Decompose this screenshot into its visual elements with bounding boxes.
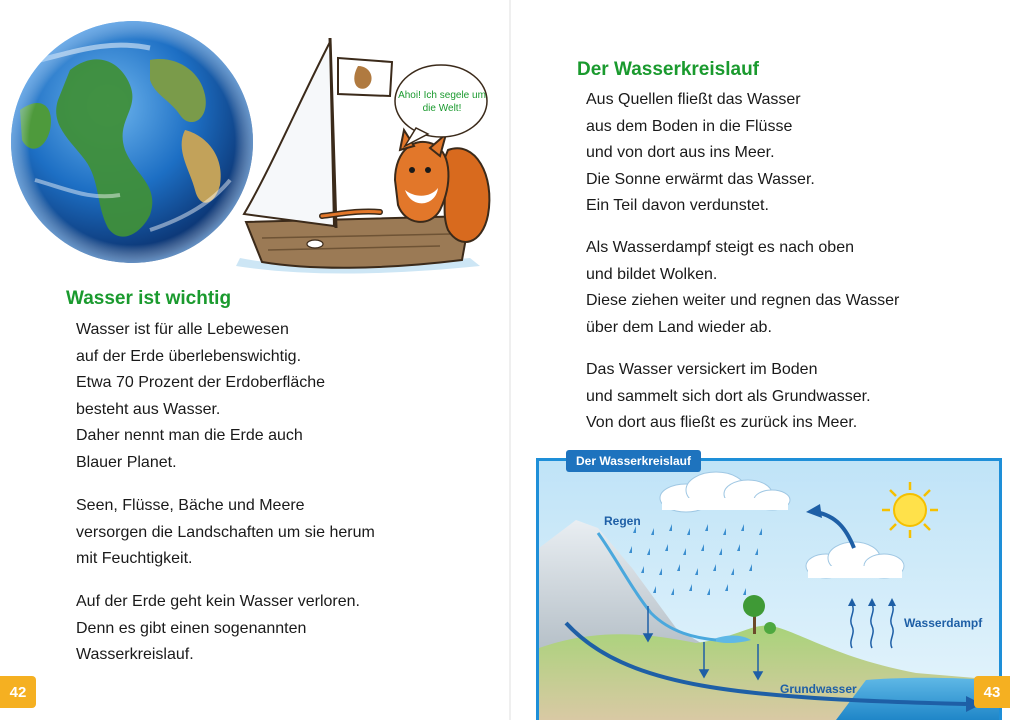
text-line: Als Wasserdampf steigt es nach oben bbox=[586, 239, 854, 256]
label-vapor: Wasserdampf bbox=[904, 616, 983, 630]
text-line: Seen, Flüsse, Bäche und Meere bbox=[76, 497, 305, 514]
text-line: besteht aus Wasser. bbox=[76, 400, 221, 418]
text-line: und von dort aus ins Meer. bbox=[586, 144, 775, 161]
globe-boat-illustration bbox=[0, 0, 510, 280]
section-title-right: Der Wasserkreislauf bbox=[577, 59, 760, 80]
text-line: versorgen die Landschaften um sie herum bbox=[76, 523, 375, 541]
water-cycle-diagram bbox=[536, 458, 1002, 720]
text-line: mit Feuchtigkeit. bbox=[76, 550, 193, 567]
text-line: Das Wasser versickert im Boden bbox=[586, 361, 818, 378]
text-line: Diese ziehen weiter und regnen das Wasser bbox=[586, 292, 900, 309]
text-line: Von dort aus fließt es zurück ins Meer. bbox=[586, 414, 858, 431]
paragraph-left-3 bbox=[76, 589, 360, 669]
text-line: und sammelt sich dort als Grundwasser. bbox=[586, 387, 871, 405]
label-rain: Regen bbox=[604, 514, 641, 528]
label-groundwater: Grundwasser bbox=[780, 682, 857, 696]
paragraph-left-2 bbox=[76, 493, 375, 573]
text-line: Daher nennt man die Erde auch bbox=[76, 427, 303, 444]
page-number-right: 43 bbox=[974, 676, 1010, 708]
paragraph-right-3 bbox=[586, 357, 871, 437]
section-title-left: Wasser ist wichtig bbox=[66, 288, 232, 309]
text-line: und bildet Wolken. bbox=[586, 265, 718, 283]
text-line: Auf der Erde geht kein Wasser verloren. bbox=[76, 593, 360, 610]
text-line: aus dem Boden in die Flüsse bbox=[586, 117, 793, 135]
diagram-title: Der Wasserkreislauf bbox=[566, 450, 701, 472]
paragraph-right-1 bbox=[586, 87, 815, 220]
text-line: auf der Erde überlebenswichtig. bbox=[76, 347, 302, 365]
text-line: Etwa 70 Prozent der Erdoberfläche bbox=[76, 374, 326, 391]
speech-bubble-text: Ahoi! Ich segele um die Welt! bbox=[398, 90, 486, 114]
text-line: Blauer Planet. bbox=[76, 453, 177, 471]
text-line: Aus Quellen fließt das Wasser bbox=[586, 91, 801, 108]
paragraph-left-1 bbox=[76, 317, 325, 476]
paragraph-right-2 bbox=[586, 235, 899, 341]
text-line: über dem Land wieder ab. bbox=[586, 318, 772, 336]
text-line: Die Sonne erwärmt das Wasser. bbox=[586, 170, 815, 188]
text-line: Denn es gibt einen sogenannten bbox=[76, 619, 307, 637]
text-line: Wasser ist für alle Lebewesen bbox=[76, 321, 289, 338]
text-line: Ein Teil davon verdunstet. bbox=[586, 197, 769, 214]
text-line: Wasserkreislauf. bbox=[76, 646, 194, 663]
page-number-left: 42 bbox=[0, 676, 36, 708]
globe-icon bbox=[11, 21, 253, 263]
